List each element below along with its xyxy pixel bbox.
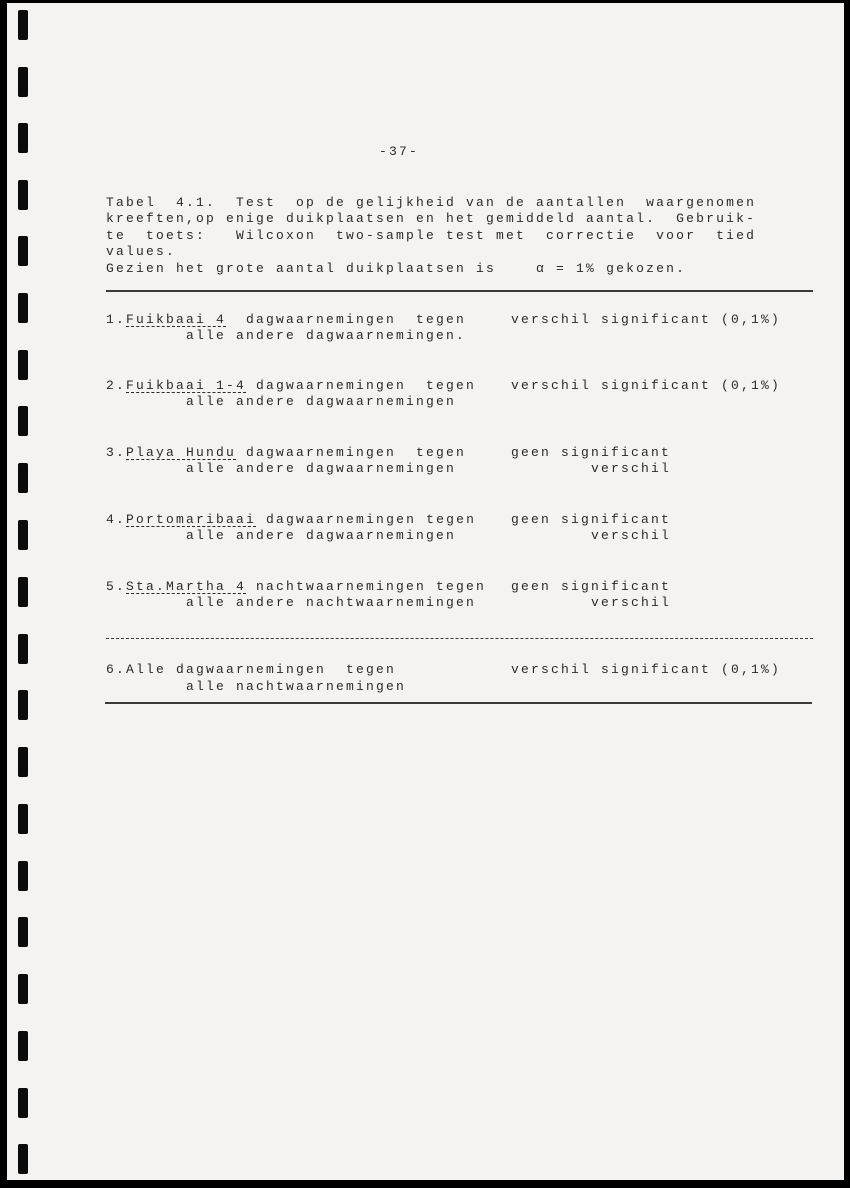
test-number: 2. (106, 378, 127, 393)
test-result: geen significant (511, 445, 672, 460)
test-description-line1 (106, 445, 466, 461)
test-result: verschil significant (0,1%) (511, 378, 782, 393)
binding-mark (18, 123, 28, 153)
caption-line: kreeften,op enige duikplaatsen en het gemiddeld aantal. Gebruik- (106, 211, 757, 226)
test-description-line1 (106, 378, 476, 394)
test-description-line2: alle andere dagwaarnemingen (186, 394, 457, 409)
binding-mark (18, 804, 28, 834)
test-number: 1. (106, 312, 127, 327)
binding-mark (18, 747, 28, 777)
binding-mark (18, 690, 28, 720)
test-result: verschil significant (0,1%) (511, 662, 782, 677)
page-number: -37- (379, 144, 420, 159)
caption-line: te toets: Wilcoxon two-sample test met correctie voor tied (106, 228, 757, 243)
test-result: geen significant (511, 579, 672, 594)
binding-mark (18, 520, 28, 550)
binding-mark (18, 634, 28, 664)
test-description-line2: alle andere dagwaarnemingen (186, 528, 457, 543)
binding-mark (18, 406, 28, 436)
binding-mark (18, 180, 28, 210)
test-description-line1 (106, 512, 476, 528)
table-dashed-separator (106, 638, 813, 639)
site-name: Fuikbaai 4 (126, 312, 227, 327)
test-description-line2: alle nachtwaarnemingen (186, 679, 407, 694)
caption-line: Tabel 4.1. Test op de gelijkheid van de aantallen waargenomen (106, 195, 757, 210)
test-description-line1 (106, 662, 396, 678)
document-page (7, 3, 844, 1180)
caption-line: Gezien het grote aantal duikplaatsen is α = 1% gekozen. (106, 261, 687, 276)
site-name: Sta.Martha 4 (126, 579, 247, 594)
test-number: 4. (106, 512, 127, 527)
test-result: verschil significant (0,1%) (511, 312, 782, 327)
binding-mark (18, 350, 28, 380)
test-line1-rest: Alle dagwaarnemingen tegen (126, 662, 397, 677)
binding-mark (18, 577, 28, 607)
site-name: Fuikbaai 1-4 (126, 378, 247, 393)
binding-mark (18, 1031, 28, 1061)
site-name: Playa Hundu (126, 445, 237, 460)
caption-line: values. (106, 244, 177, 259)
test-number: 6. (106, 662, 127, 677)
binding-mark (18, 236, 28, 266)
binding-mark (18, 463, 28, 493)
binding-mark (18, 1088, 28, 1118)
test-description-line1 (106, 312, 466, 328)
test-line1-rest: dagwaarnemingen tegen (226, 312, 467, 327)
table-top-rule (106, 290, 813, 292)
binding-mark (18, 67, 28, 97)
test-line1-rest: nachtwaarnemingen tegen (246, 579, 487, 594)
test-line1-rest: dagwaarnemingen tegen (256, 512, 477, 527)
binding-mark (18, 861, 28, 891)
binding-mark (18, 974, 28, 1004)
test-line1-rest: dagwaarnemingen tegen (246, 378, 477, 393)
test-number: 5. (106, 579, 127, 594)
binding-mark (18, 293, 28, 323)
test-description-line2: alle andere dagwaarnemingen (186, 461, 457, 476)
binding-mark (18, 1144, 28, 1174)
test-number: 3. (106, 445, 127, 460)
test-result-line2: verschil (591, 461, 672, 476)
test-result: geen significant (511, 512, 672, 527)
site-name: Portomaribaai (126, 512, 257, 527)
binding-mark (18, 917, 28, 947)
test-result-line2: verschil (591, 528, 672, 543)
table-bottom-rule (105, 702, 812, 704)
binding-mark (18, 10, 28, 40)
test-description-line1 (106, 579, 486, 595)
test-description-line2: alle andere dagwaarnemingen. (186, 328, 467, 343)
test-description-line2: alle andere nachtwaarnemingen (186, 595, 477, 610)
test-result-line2: verschil (591, 595, 672, 610)
test-line1-rest: dagwaarnemingen tegen (236, 445, 467, 460)
